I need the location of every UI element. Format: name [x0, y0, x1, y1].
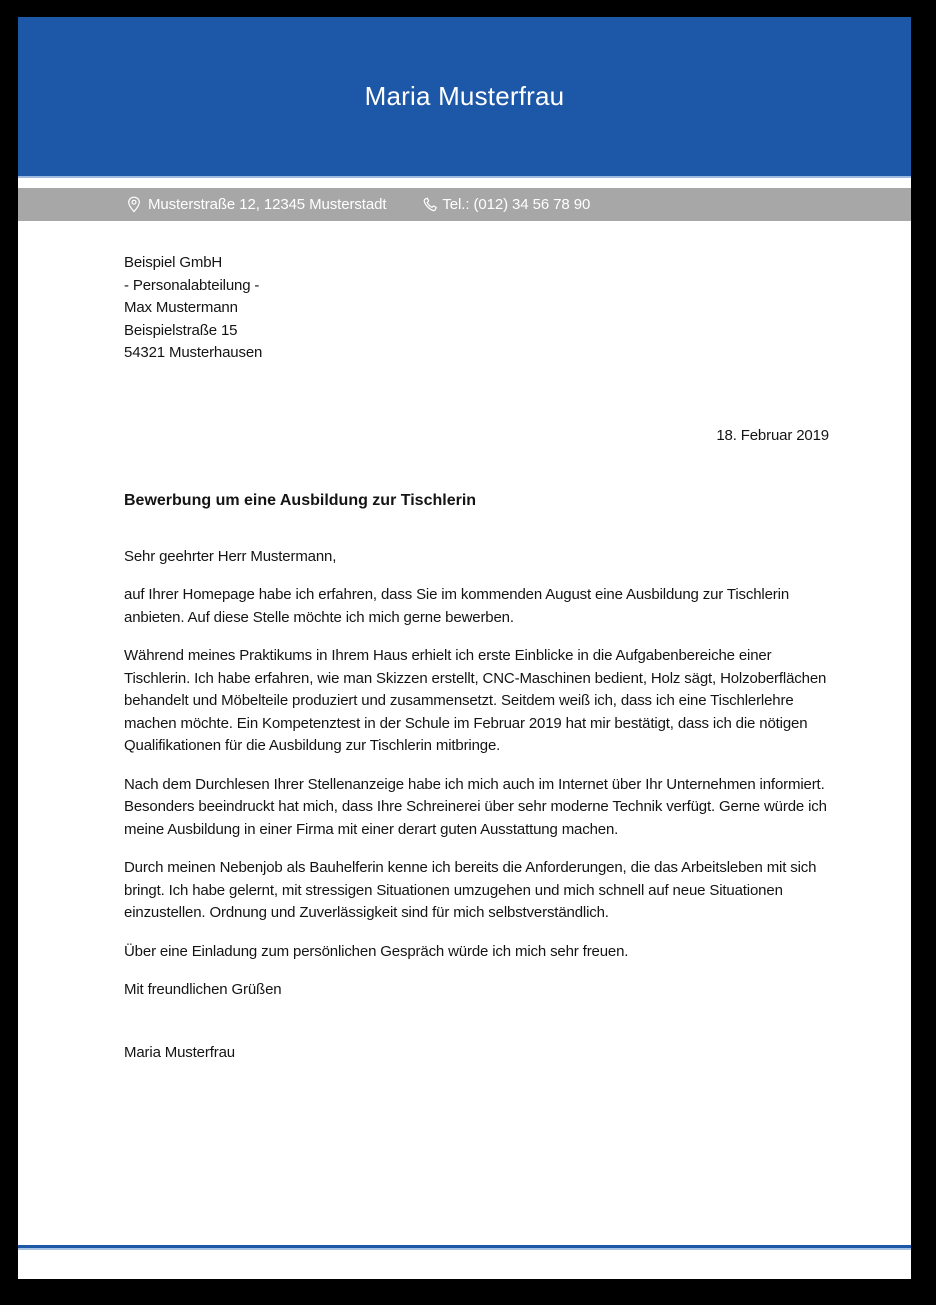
paragraph-4: Durch meinen Nebenjob als Bauhelferin kenne ich bereits die Anforderungen, die das Arbeitsleben mit sich bringt. Ich habe gelernt, mit stressigen Situationen umzugehen und mich schnell auf neue Situationen einzustellen. Ordnung und Zuverlässigkeit sind für mich selbstverständlich. [124, 859, 817, 921]
contact-address-text: Musterstraße 12, 12345 Musterstadt [148, 196, 387, 213]
signoff: Mit freundlichen Grüßen [124, 981, 282, 998]
recipient-line: Max Mustermann [124, 299, 238, 316]
recipient-line: Beispiel GmbH [124, 254, 223, 271]
letter-body-area [124, 252, 829, 1064]
recipient-line: - Personalabteilung - [124, 276, 260, 294]
paragraph-1: auf Ihrer Homepage habe ich erfahren, dass Sie im kommenden August eine Ausbildung zur Tischlerin anbieten. Auf diese Stelle möchte ich mich gerne bewerben. [124, 586, 790, 626]
paragraph-2: Während meines Praktikums in Ihrem Haus erhielt ich erste Einblicke in die Aufgabenbereiche einer Tischlerin. Ich habe erfahren, wie man Skizzen erstellt, CNC-Maschinen bedient, Holz sägt, Holzoberflächen behandelt und Möbelteile produziert und zusammensetzt. Seitdem weiß ich, dass ich eine Tischlerlehre machen möchte. Ein Kompetenztest in der Schule im Februar 2019 hat mir bestätigt, dass ich die nötigen Qualifikationen für die Ausbildung zur Tischlerin mitbringe. [124, 647, 827, 754]
sender-name: Maria Musterfrau [364, 81, 565, 111]
contact-phone [422, 196, 590, 213]
location-pin-icon [127, 196, 141, 213]
recipient-line: Beispielstraße 15 [124, 321, 238, 339]
paragraph-5: Über eine Einladung zum persönlichen Gespräch würde ich mich sehr freuen. [124, 942, 629, 960]
footer-rule-thin-line [18, 1248, 911, 1250]
salutation: Sehr geehrter Herr Mustermann, [124, 547, 337, 565]
contact-address [127, 196, 386, 213]
letter-header-banner [18, 17, 911, 178]
contact-bar [18, 188, 911, 221]
letter-page [18, 17, 911, 1279]
paragraph-3: Nach dem Durchlesen Ihrer Stellenanzeige habe ich mich auch im Internet über Ihr Unternehmen informiert. Besonders beeindruckt hat mich, dass Ihre Schreinerei über sehr moderne Technik verfügt. Gerne würde ich meine Ausbildung in einer Firma mit einer derart guten Ausstattung machen. [124, 775, 827, 838]
subject-line: Bewerbung um eine Ausbildung zur Tischlerin [124, 492, 477, 509]
recipient-line: 54321 Musterhausen [124, 344, 263, 361]
signature-name: Maria Musterfrau [124, 1043, 235, 1061]
footer-divider-rule [18, 1245, 911, 1250]
recipient-address-block [124, 252, 829, 365]
letter-date: 18. Februar 2019 [716, 426, 829, 444]
phone-icon [422, 197, 438, 213]
contact-phone-text: Tel.: (012) 34 56 78 90 [442, 196, 591, 213]
